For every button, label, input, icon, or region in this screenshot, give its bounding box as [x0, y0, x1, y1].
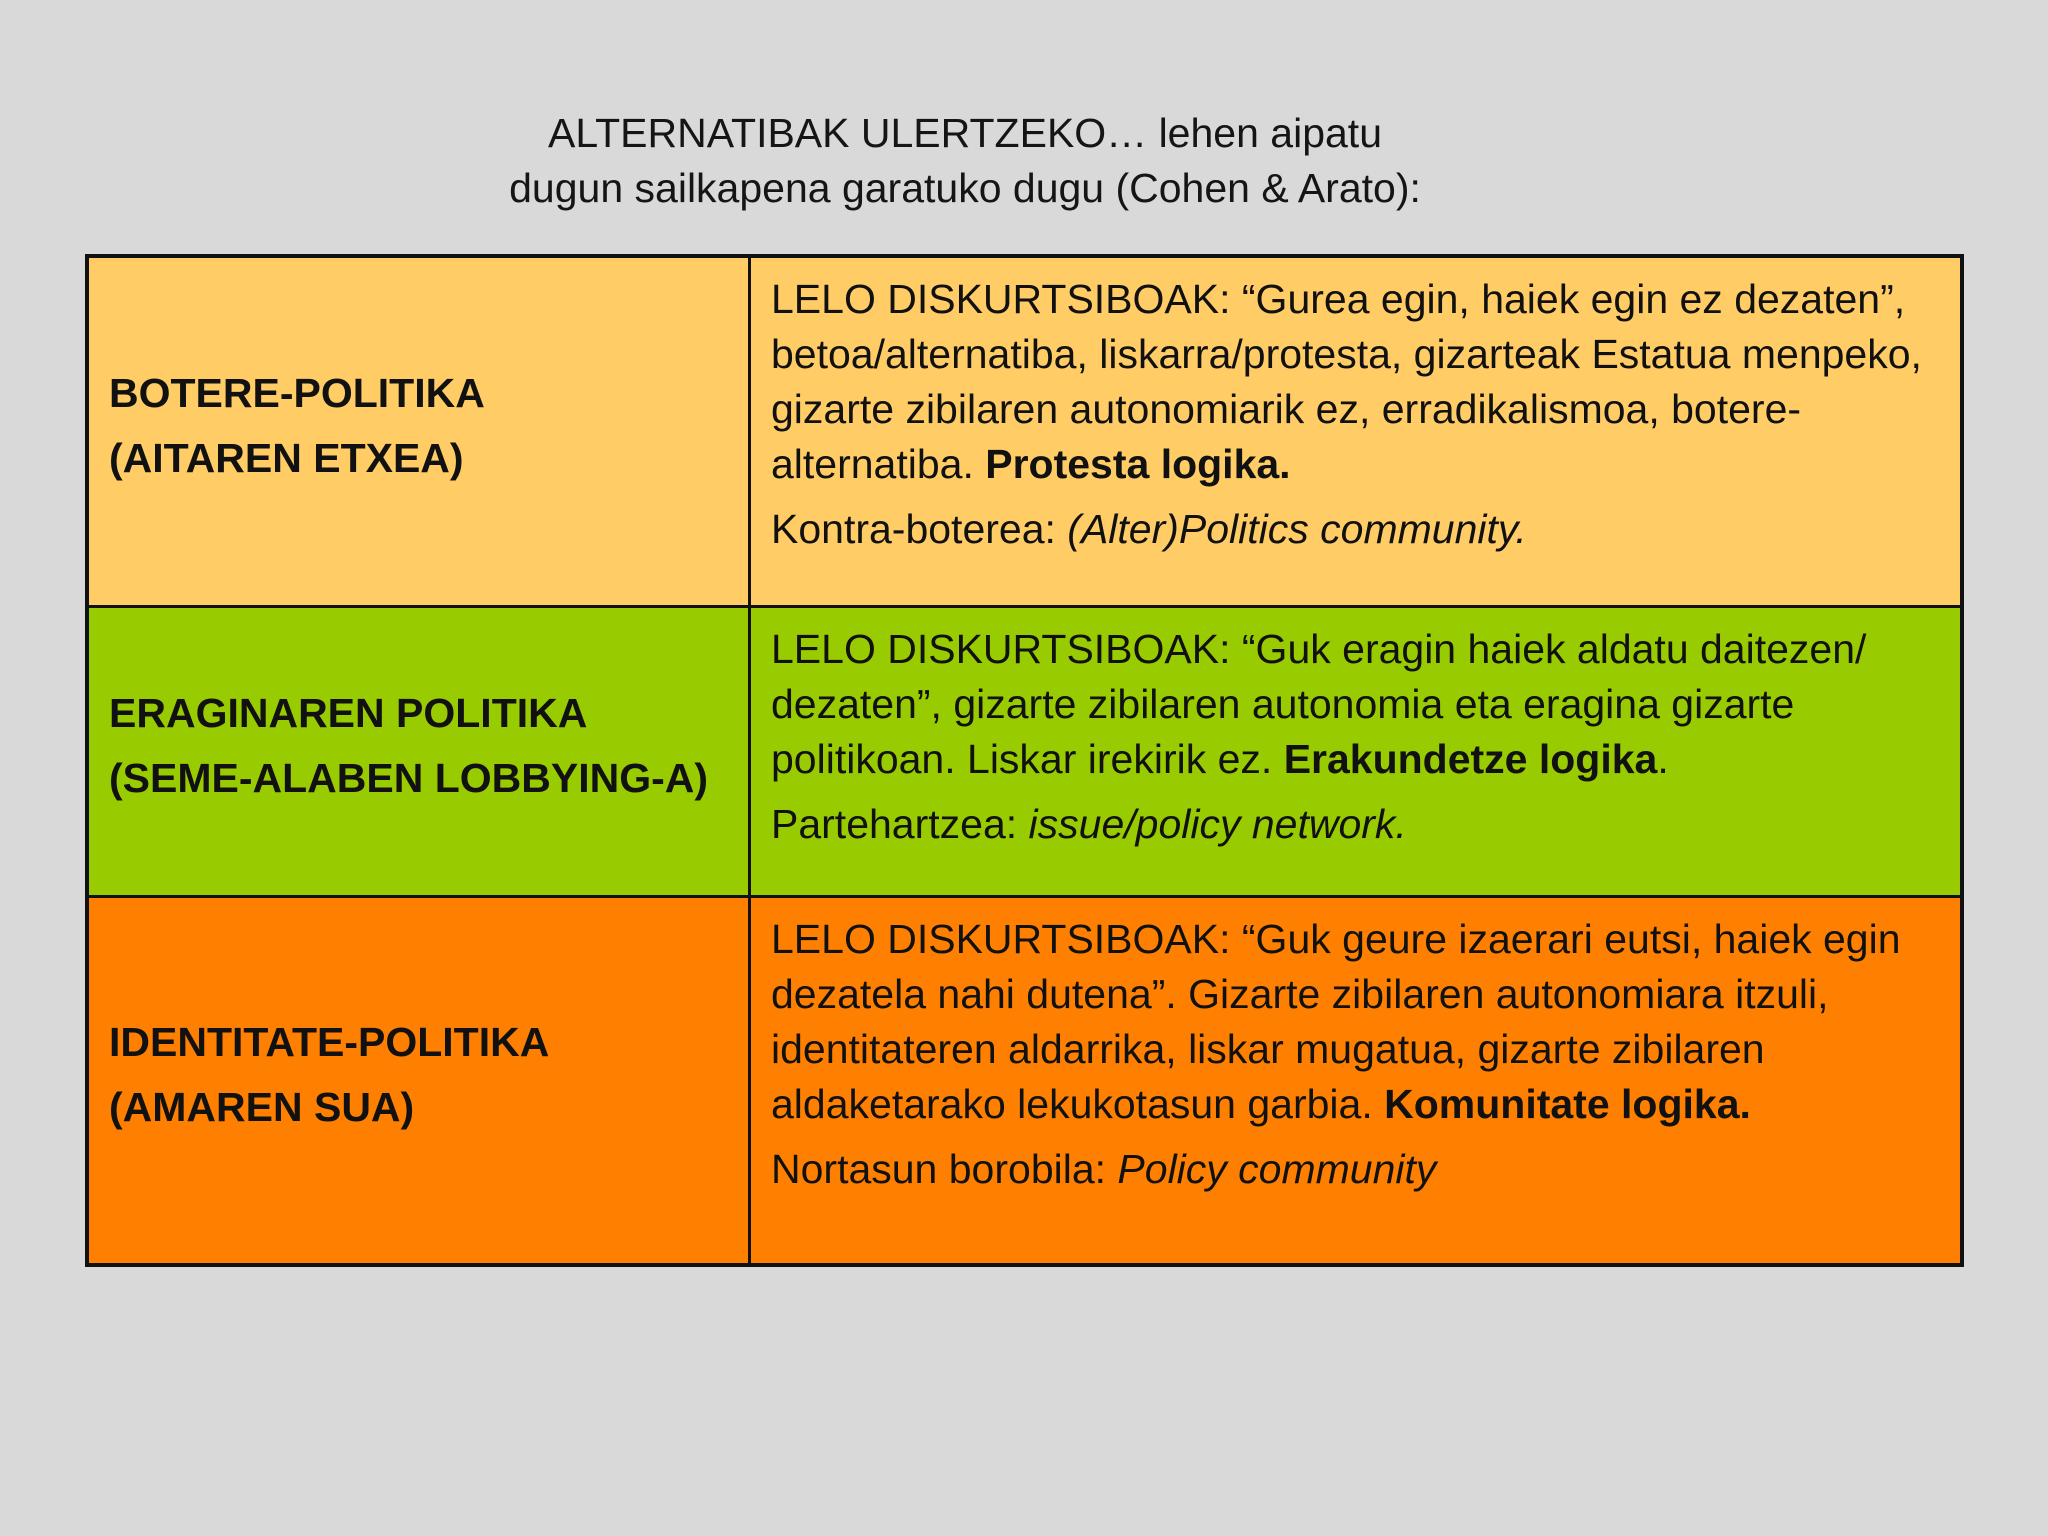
title-line-2: dugun sailkapena garatuko dugu (Cohen & Arato): [509, 165, 1421, 211]
row-label-cell [87, 256, 750, 606]
row-description-cell [750, 256, 1963, 606]
subtype-network: issue/policy network. [1028, 800, 1407, 847]
table-row-eraginaren-politika [87, 606, 1962, 896]
description-text: LELO DISKURTSIBOAK: “Gurea egin, haiek egin ez dezaten”, betoa/alternatiba, liskarra/protesta, gizarteak Estatua menpeko, gizarte zibilaren autonomiarik ez, erradikalismoa, botere-alternatiba. [771, 276, 1922, 487]
row-label-metaphor: (SEME-ALABEN LOBBYING-A) [109, 755, 709, 801]
logic-label: Protesta logika. [985, 441, 1291, 487]
subtype-prefix: Nortasun borobila: [771, 1145, 1118, 1192]
subtype-network: Policy community [1117, 1145, 1437, 1192]
subtype-network: (Alter)Politics community. [1067, 506, 1527, 552]
row-label-name: ERAGINAREN POLITIKA [109, 690, 588, 736]
row-label-name: IDENTITATE-POLITIKA [109, 1019, 550, 1066]
subtype-prefix: Kontra-boterea: [771, 506, 1068, 552]
row-label-metaphor: (AITAREN ETXEA) [109, 435, 464, 482]
row-description-cell [750, 606, 1963, 896]
row-subtype [771, 797, 1942, 852]
row-description [771, 912, 1942, 1132]
description-text: LELO DISKURTSIBOAK: “Guk eragin haiek aldatu daitezen/ dezaten”, gizarte zibilaren autonomia eta eragina gizarte politikoan. Liskar irekirik ez. [771, 625, 1867, 782]
row-label-cell [87, 896, 750, 1265]
row-description [771, 272, 1942, 492]
slide-title [0, 106, 1930, 216]
row-description [771, 622, 1942, 787]
description-text: LELO DISKURTSIBOAK: “Guk geure izaerari eutsi, haiek egin dezatela nahi dutena”. Gizarte zibilaren autonomiara itzuli, identitateren aldarrika, liskar mugatua, gizarte zibilaren aldaketarako lekukotasun garbia. [771, 915, 1901, 1127]
row-label-name: BOTERE-POLITIKA [109, 370, 485, 417]
title-line-1: ALTERNATIBAK ULERTZEKO… lehen aipatu [548, 110, 1382, 156]
row-label-cell [87, 606, 750, 896]
subtype-prefix: Partehartzea: [771, 800, 1029, 847]
logic-label: Komunitate logika. [1384, 1080, 1751, 1127]
table-row-identitate-politika [87, 896, 1962, 1265]
politics-classification-table [85, 254, 1964, 1267]
table-row-botere-politika [87, 256, 1962, 606]
row-description-cell [750, 896, 1963, 1265]
row-subtype [771, 502, 1942, 557]
logic-label: Erakundetze logika [1283, 735, 1658, 782]
row-subtype [771, 1142, 1942, 1197]
row-label-metaphor: (AMAREN SUA) [109, 1084, 415, 1131]
description-suffix: . [1657, 735, 1669, 782]
